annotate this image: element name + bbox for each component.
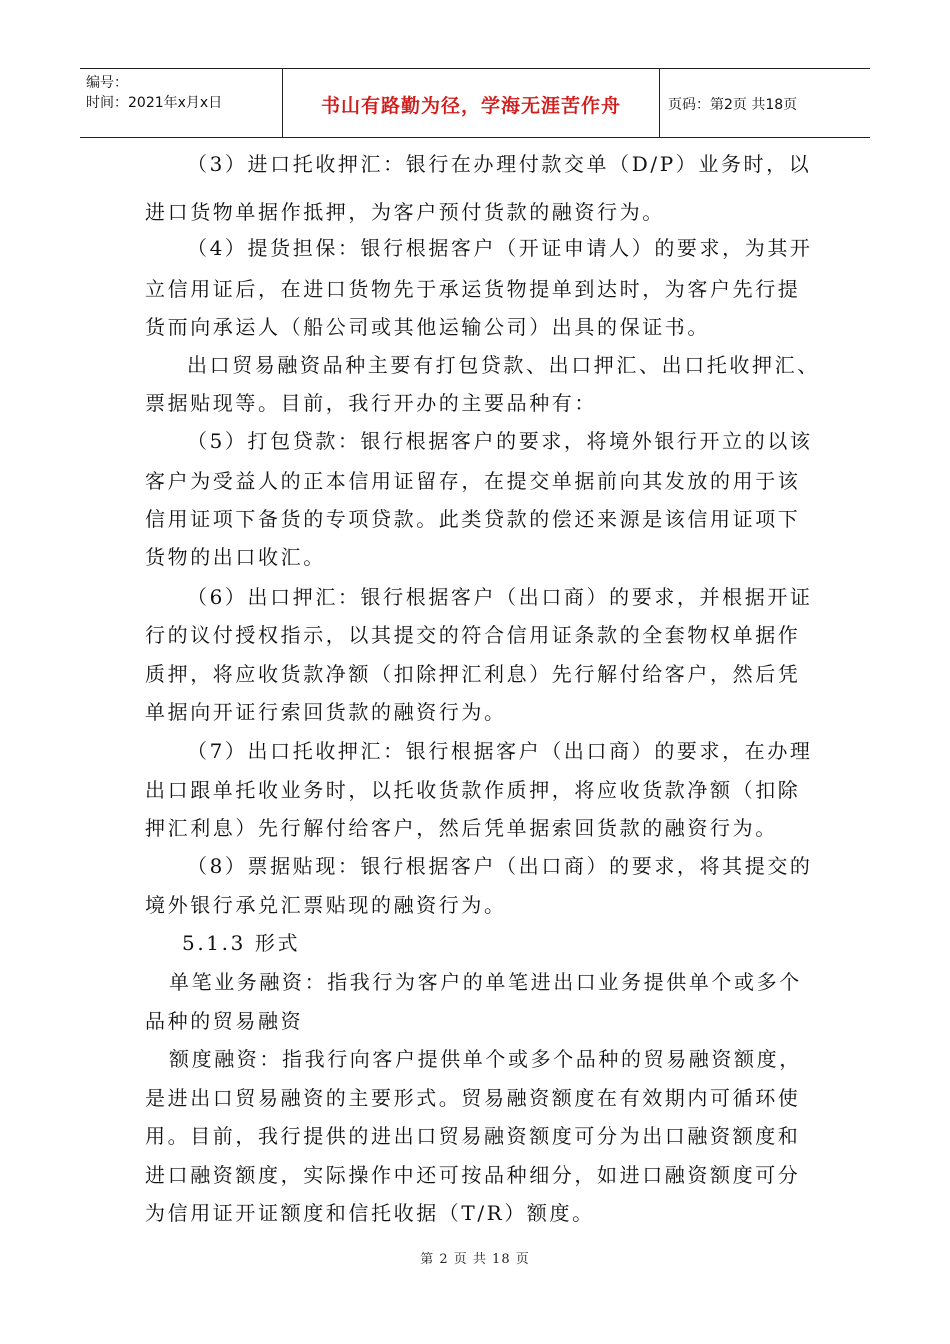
body-line: （6）出口押汇：银行根据客户（出口商）的要求，并根据开证: [187, 585, 813, 609]
body-line: 质押，将应收货款净额（扣除押汇利息）先行解付给客户，然后凭: [145, 662, 801, 686]
document-number-label: 编号：: [86, 75, 128, 91]
header-page-cell: [660, 69, 870, 137]
header-meta-cell: [80, 69, 283, 137]
body-line: （5）打包贷款：银行根据客户的要求，将境外银行开立的以该: [187, 429, 813, 453]
body-line: 用。目前，我行提供的进出口贸易融资额度可分为出口融资额度和: [145, 1124, 801, 1148]
body-line: 出口贸易融资品种主要有打包贷款、出口押汇、出口托收押汇、: [187, 353, 820, 377]
body-line: 客户为受益人的正本信用证留存，在提交单据前向其发放的用于该: [145, 469, 801, 493]
header-page-info: 页码：第2页 共18页: [668, 97, 798, 113]
body-line: 为信用证开证额度和信托收据（T/R）额度。: [145, 1201, 595, 1225]
body-line: 额度融资：指我行向客户提供单个或多个品种的贸易融资额度，: [169, 1047, 802, 1071]
body-line: 出口跟单托收业务时，以托收货款作质押，将应收货款净额（扣除: [145, 778, 801, 802]
body-line: （3）进口托收押汇：银行在办理付款交单（D/P）业务时，以: [187, 152, 812, 176]
body-line: 是进出口贸易融资的主要形式。贸易融资额度在有效期内可循环使: [145, 1086, 801, 1110]
page-footer: 第 2 页 共 18 页: [420, 1252, 530, 1267]
body-line: 信用证项下备货的专项贷款。此类贷款的偿还来源是该信用证项下: [145, 507, 801, 531]
header-motto-cell: [283, 69, 660, 137]
body-line: 货而向承运人（船公司或其他运输公司）出具的保证书。: [145, 315, 710, 339]
body-line: 单笔业务融资：指我行为客户的单笔进出口业务提供单个或多个: [169, 970, 802, 994]
header-motto: 书山有路勤为径，学海无涯苦作舟: [320, 95, 621, 117]
body-line: 进口融资额度，实际操作中还可按品种细分，如进口融资额度可分: [145, 1163, 801, 1187]
body-line: 进口货物单据作抵押，为客户预付货款的融资行为。: [145, 200, 665, 224]
body-line: 票据贴现等。目前，我行开办的主要品种有：: [145, 391, 597, 415]
body-line: 境外银行承兑汇票贴现的融资行为。: [145, 893, 507, 917]
body-line: （7）出口托收押汇：银行根据客户（出口商）的要求，在办理: [187, 739, 813, 763]
body-line: 货物的出口收汇。: [145, 545, 326, 569]
body-line: （4）提货担保：银行根据客户（开证申请人）的要求，为其开: [187, 236, 813, 260]
document-date-label: 时间：2021年x月x日: [86, 95, 223, 111]
body-line: 押汇利息）先行解付给客户，然后凭单据索回货款的融资行为。: [145, 816, 778, 840]
body-line: 行的议付授权指示，以其提交的符合信用证条款的全套物权单据作: [145, 623, 801, 647]
body-line: 品种的贸易融资: [145, 1009, 304, 1033]
body-line: 立信用证后，在进口货物先于承运货物提单到达时，为客户先行提: [145, 277, 801, 301]
page-header: [80, 68, 870, 138]
body-line: 单据向开证行索回货款的融资行为。: [145, 700, 507, 724]
section-heading: 5.1.3 形式: [182, 931, 301, 955]
body-line: （8）票据贴现：银行根据客户（出口商）的要求，将其提交的: [187, 854, 813, 878]
